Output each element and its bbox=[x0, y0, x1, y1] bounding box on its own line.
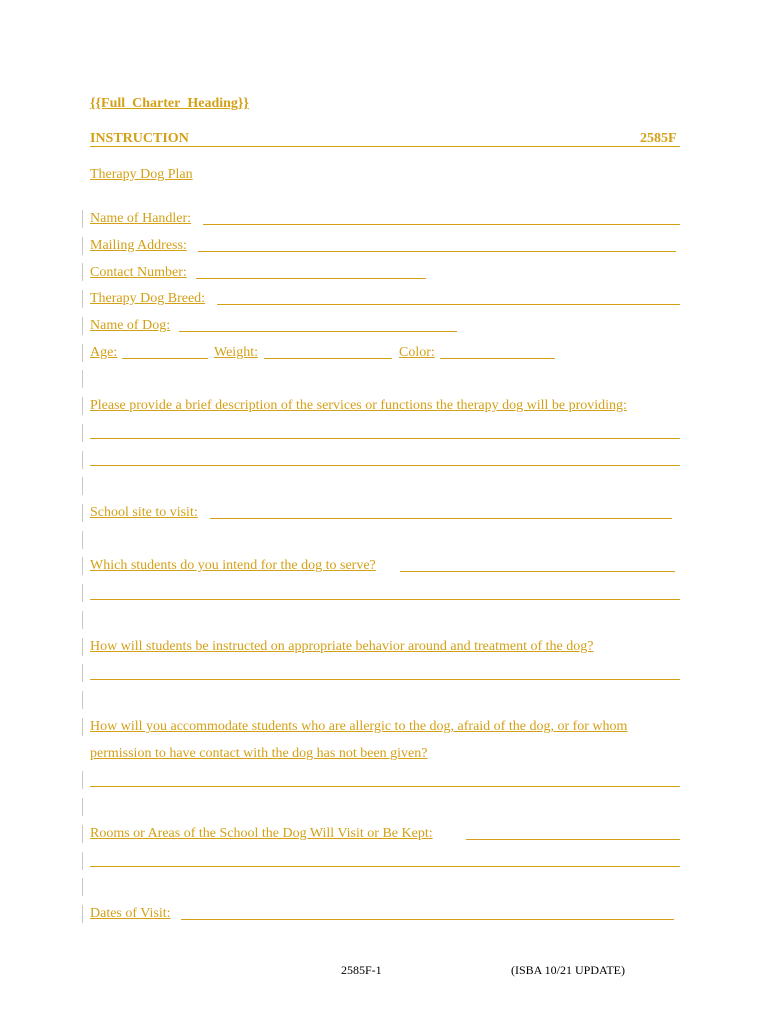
description-question: Please provide a brief description of the services or functions the therapy dog will be providing: bbox=[90, 398, 627, 413]
change-bar bbox=[82, 852, 83, 870]
breed-input-line[interactable] bbox=[217, 304, 680, 305]
mailing-input-line[interactable] bbox=[198, 251, 676, 252]
footer-page-number: 2585F-1 bbox=[341, 963, 382, 977]
color-input-line[interactable] bbox=[440, 358, 555, 359]
section-title: INSTRUCTION bbox=[90, 131, 189, 146]
change-bar bbox=[82, 878, 83, 896]
students-input-line[interactable] bbox=[400, 571, 675, 572]
charter-heading: {{Full_Charter_Heading}} bbox=[90, 96, 249, 111]
students-question: Which students do you intend for the dog to serve? bbox=[90, 558, 376, 573]
change-bar bbox=[82, 557, 83, 575]
footer-update: (ISBA 10/21 UPDATE) bbox=[511, 963, 626, 977]
mailing-label: Mailing Address: bbox=[90, 238, 187, 253]
weight-input-line[interactable] bbox=[264, 358, 392, 359]
change-bar bbox=[82, 370, 83, 388]
change-bar bbox=[82, 344, 83, 362]
accommodate-input-line[interactable] bbox=[90, 786, 680, 787]
breed-label: Therapy Dog Breed: bbox=[90, 291, 206, 306]
change-bar bbox=[82, 905, 83, 923]
change-bar bbox=[82, 611, 83, 629]
change-bar bbox=[82, 237, 83, 255]
school-site-input-line[interactable] bbox=[210, 518, 672, 519]
age-input-line[interactable] bbox=[122, 358, 208, 359]
dog-name-label: Name of Dog: bbox=[90, 318, 171, 333]
change-bar bbox=[82, 531, 83, 549]
dog-name-input-line[interactable] bbox=[179, 331, 457, 332]
description-input-line[interactable] bbox=[90, 465, 680, 466]
change-bar bbox=[82, 825, 83, 843]
change-bar bbox=[82, 718, 83, 736]
rooms-input-line[interactable] bbox=[466, 839, 680, 840]
contact-label: Contact Number: bbox=[90, 265, 187, 280]
contact-input-line[interactable] bbox=[196, 278, 426, 279]
change-bar bbox=[82, 263, 83, 281]
instruction-question: How will students be instructed on appropriate behavior around and treatment of the dog? bbox=[90, 639, 594, 654]
rooms-label: Rooms or Areas of the School the Dog Will Visit or Be Kept: bbox=[90, 826, 433, 841]
rooms-input-line[interactable] bbox=[90, 866, 680, 867]
weight-label: Weight: bbox=[214, 345, 258, 360]
age-label: Age: bbox=[90, 345, 118, 360]
change-bar bbox=[82, 477, 83, 495]
handler-input-line[interactable] bbox=[203, 224, 680, 225]
instruction-input-line[interactable] bbox=[90, 679, 680, 680]
change-bar bbox=[82, 584, 83, 602]
dates-input-line[interactable] bbox=[181, 919, 674, 920]
change-bar bbox=[82, 664, 83, 682]
accommodate-question-line1: How will you accommodate students who are allergic to the dog, afraid of the dog, or for whom bbox=[90, 719, 628, 734]
change-bar bbox=[82, 504, 83, 522]
description-input-line[interactable] bbox=[90, 438, 680, 439]
header-rule bbox=[90, 146, 680, 147]
accommodate-question-line2: permission to have contact with the dog has not been given? bbox=[90, 746, 428, 761]
change-bar bbox=[82, 771, 83, 789]
change-bar bbox=[82, 290, 83, 308]
change-bar bbox=[82, 451, 83, 469]
change-bar bbox=[82, 798, 83, 816]
change-bar bbox=[82, 691, 83, 709]
change-bar bbox=[82, 424, 83, 442]
dates-label: Dates of Visit: bbox=[90, 906, 171, 921]
form-title: Therapy Dog Plan bbox=[90, 167, 193, 182]
handler-label: Name of Handler: bbox=[90, 211, 192, 226]
change-bar bbox=[82, 317, 83, 335]
school-site-label: School site to visit: bbox=[90, 505, 198, 520]
color-label: Color: bbox=[399, 345, 435, 360]
students-input-line[interactable] bbox=[90, 599, 680, 600]
change-bar bbox=[82, 638, 83, 656]
form-code: 2585F bbox=[640, 131, 677, 146]
change-bar bbox=[82, 397, 83, 415]
change-bar bbox=[82, 210, 83, 228]
